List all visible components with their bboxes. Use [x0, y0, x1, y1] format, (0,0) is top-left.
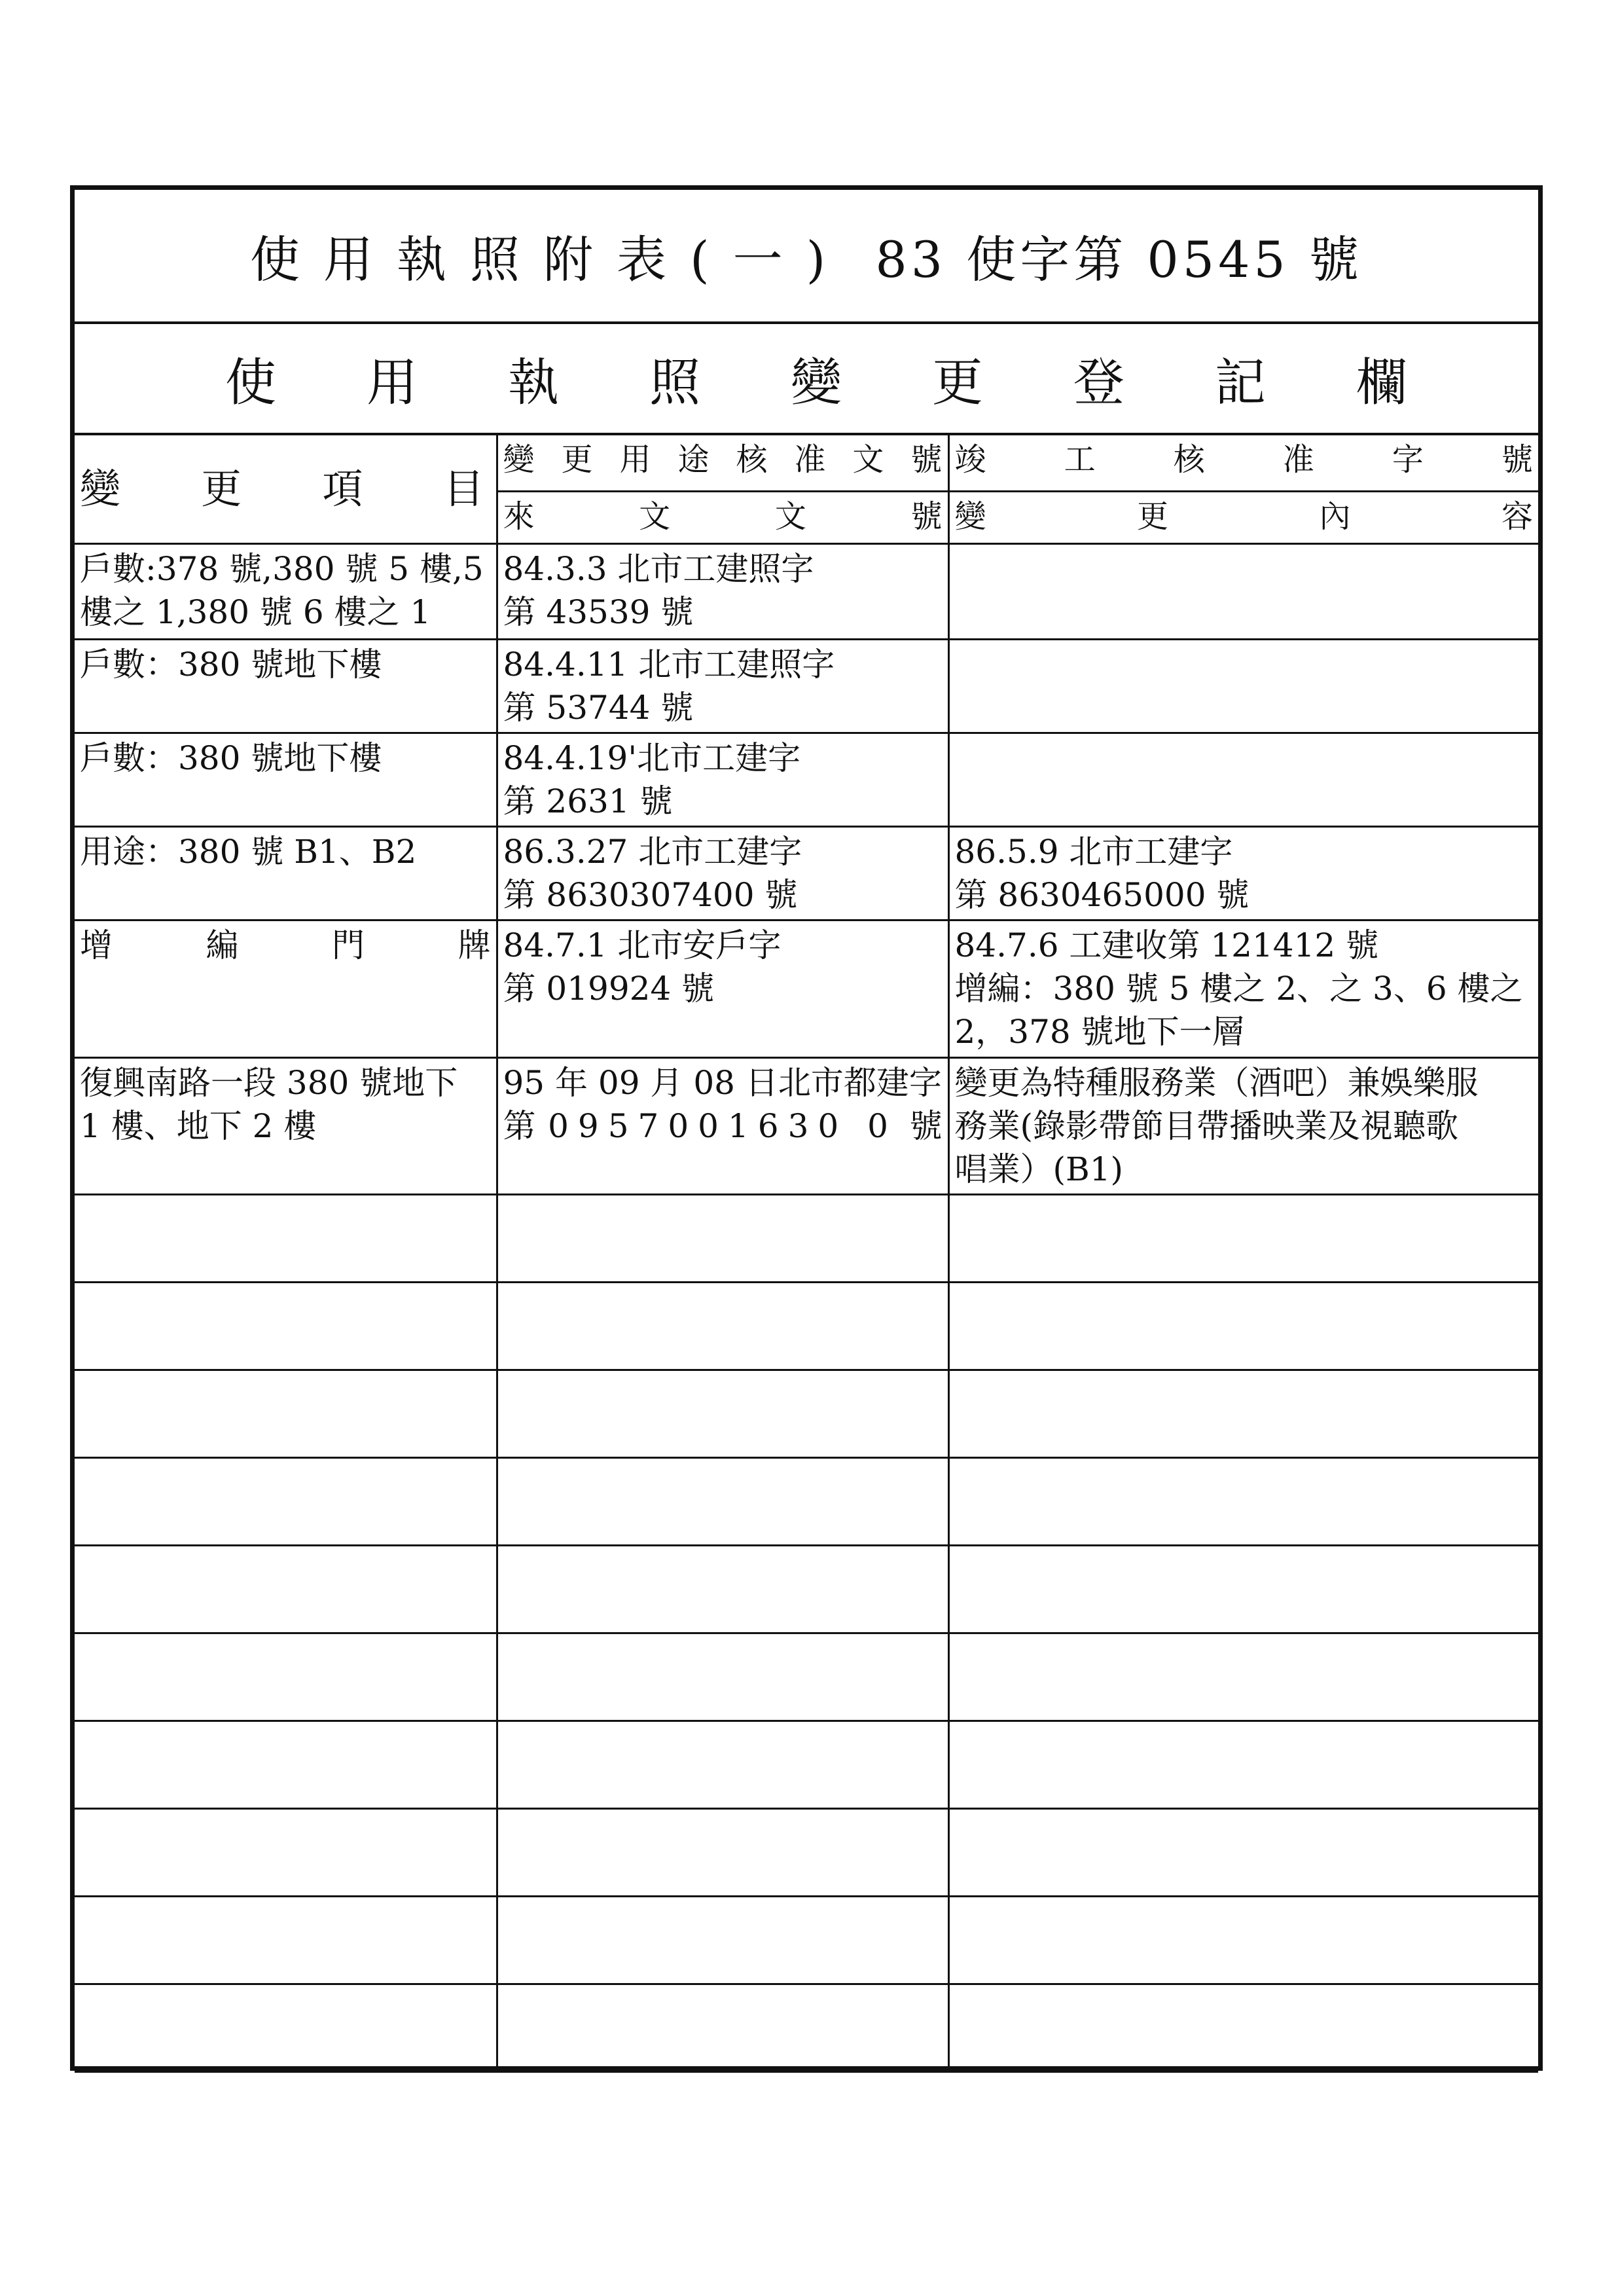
header-approval-top [497, 435, 948, 492]
empty-cell [497, 1546, 948, 1633]
header-completion-bottom [948, 492, 1538, 544]
table-row [75, 640, 1538, 733]
cell-line [80, 924, 491, 967]
header-item [75, 435, 497, 544]
header-char: 文 [774, 498, 806, 536]
empty-row [75, 1984, 1538, 2072]
header-char: 更 [201, 465, 242, 513]
item-char: 編 [206, 926, 239, 964]
cell-line [503, 1104, 943, 1148]
item-char: 牌 [458, 926, 491, 964]
subtitle-char: 執 [507, 354, 559, 412]
cell-line: 戶數:378 號,380 號 5 樓,5 [80, 550, 484, 588]
cell-completion [948, 640, 1538, 733]
approval-part: 第 [503, 1107, 536, 1145]
header-row-top [75, 435, 1538, 492]
header-char: 更 [561, 441, 593, 478]
empty-cell [948, 1897, 1538, 1984]
header-char: 號 [910, 441, 943, 478]
empty-cell [948, 1283, 1538, 1370]
empty-cell [75, 1195, 497, 1283]
table-row [75, 733, 1538, 827]
empty-row [75, 1195, 1538, 1283]
header-char: 變 [503, 441, 535, 478]
approval-part: 號 [909, 1107, 943, 1145]
cell-approval [497, 827, 948, 920]
subtitle-char: 照 [649, 354, 700, 412]
empty-row [75, 1897, 1538, 1984]
subtitle-char: 記 [1214, 354, 1266, 412]
empty-cell [75, 1370, 497, 1458]
empty-cell [75, 1721, 497, 1809]
form-title [75, 190, 1538, 324]
cell-line: 84.4.11 北市工建照字 [503, 646, 835, 683]
header-char: 文 [852, 441, 884, 478]
cell-completion [948, 827, 1538, 920]
cell-line: 95 年 09 月 08 日北市都建字 [503, 1064, 942, 1102]
empty-row [75, 1809, 1538, 1897]
cell-completion [948, 733, 1538, 827]
empty-cell [497, 1721, 948, 1809]
header-char: 准 [1282, 441, 1314, 478]
empty-row [75, 1721, 1538, 1809]
empty-row [75, 1633, 1538, 1721]
cell-line: 務業(錄影帶節目帶播映業及視聽歌 [954, 1107, 1459, 1145]
cell-line: 復興南路一段 380 號地下 [80, 1064, 458, 1102]
empty-cell [948, 1546, 1538, 1633]
cell-line: 84.7.1 北市安戶字 [503, 926, 782, 964]
subtitle-char: 使 [225, 354, 277, 412]
header-char: 內 [1319, 498, 1351, 536]
cell-line: 增編：380 號 5 樓之 2、之 3、6 樓之 [954, 970, 1523, 1008]
cell-item [75, 1058, 497, 1195]
header-char: 項 [322, 465, 363, 513]
cell-line: 84.3.3 北市工建照字 [503, 550, 814, 588]
header-char: 途 [677, 441, 710, 478]
cell-line: 變更為特種服務業（酒吧）兼娛樂服 [954, 1064, 1479, 1102]
header-char: 竣 [954, 441, 986, 478]
cell-line: 第 53744 號 [503, 689, 694, 727]
empty-cell [497, 1195, 948, 1283]
empty-cell [497, 1897, 948, 1984]
header-char: 字 [1392, 441, 1424, 478]
header-char: 號 [1501, 441, 1533, 478]
cell-item [75, 733, 497, 827]
empty-cell [497, 1809, 948, 1897]
title-main: 使用執照附表(一) [250, 230, 850, 289]
empty-cell [497, 1283, 948, 1370]
header-char: 文 [639, 498, 671, 536]
cell-line: 1 樓、地下 2 樓 [80, 1107, 317, 1145]
cell-line: 戶數：380 號地下樓 [80, 739, 382, 777]
empty-cell [497, 1370, 948, 1458]
cell-line: 86.3.27 北市工建字 [503, 833, 802, 871]
subtitle-char: 用 [366, 354, 418, 412]
cell-line: 第 8630307400 號 [503, 876, 798, 914]
form-subtitle [75, 324, 1538, 435]
header-char: 更 [1136, 498, 1168, 536]
cell-line: 戶數：380 號地下樓 [80, 646, 382, 683]
cell-completion [948, 544, 1538, 640]
header-char: 核 [736, 441, 768, 478]
header-char: 變 [954, 498, 986, 536]
empty-cell [75, 1984, 497, 2072]
empty-cell [948, 1984, 1538, 2072]
cell-line: 第 2631 號 [503, 782, 673, 820]
cell-approval [497, 640, 948, 733]
empty-cell [75, 1897, 497, 1984]
cell-line: 84.4.19'北市工建字 [503, 739, 801, 777]
cell-item [75, 827, 497, 920]
header-char: 目 [443, 465, 484, 513]
subtitle-char: 登 [1073, 354, 1124, 412]
empty-cell [948, 1458, 1538, 1546]
cell-approval [497, 733, 948, 827]
license-form [70, 185, 1543, 2071]
cell-completion [948, 1058, 1538, 1195]
empty-cell [75, 1546, 497, 1633]
cell-approval [497, 1058, 948, 1195]
empty-cell [948, 1721, 1538, 1809]
subtitle-char: 欄 [1356, 354, 1407, 412]
empty-cell [497, 1458, 948, 1546]
subtitle-char: 變 [790, 354, 842, 412]
header-char: 用 [619, 441, 651, 478]
cell-line: 樓之 1,380 號 6 樓之 1 [80, 593, 431, 631]
table-row [75, 920, 1538, 1058]
empty-row [75, 1458, 1538, 1546]
table-row [75, 544, 1538, 640]
empty-cell [948, 1195, 1538, 1283]
cell-line: 第 43539 號 [503, 593, 694, 631]
cell-item [75, 640, 497, 733]
header-approval-bottom [497, 492, 948, 544]
header-char: 工 [1064, 441, 1096, 478]
empty-cell [75, 1458, 497, 1546]
cell-line: 86.5.9 北市工建字 [954, 833, 1233, 871]
empty-cell [948, 1633, 1538, 1721]
subtitle-char: 更 [931, 354, 983, 412]
cell-approval [497, 920, 948, 1058]
empty-row [75, 1370, 1538, 1458]
item-char: 增 [80, 926, 113, 964]
cell-approval [497, 544, 948, 640]
cell-completion [948, 920, 1538, 1058]
cell-line: 第 019924 號 [503, 970, 715, 1008]
title-number: 83 使字第 0545 號 [875, 230, 1363, 289]
header-char: 核 [1173, 441, 1205, 478]
header-char: 准 [794, 441, 826, 478]
empty-row [75, 1546, 1538, 1633]
cell-line: 第 8630465000 號 [954, 876, 1249, 914]
cell-line: 唱業）(B1) [954, 1150, 1124, 1188]
header-char: 號 [910, 498, 943, 536]
cell-line: 84.7.6 工建收第 121412 號 [954, 926, 1379, 964]
empty-cell [75, 1809, 497, 1897]
approval-part: 0957001630 0 [548, 1107, 897, 1145]
empty-row [75, 1283, 1538, 1370]
cell-line: 2，378 號地下一層 [954, 1013, 1245, 1051]
table-row [75, 827, 1538, 920]
header-char: 來 [503, 498, 535, 536]
empty-cell [497, 1984, 948, 2072]
cell-item [75, 920, 497, 1058]
header-completion-top [948, 435, 1538, 492]
empty-cell [497, 1633, 948, 1721]
empty-cell [948, 1809, 1538, 1897]
header-char: 變 [80, 465, 121, 513]
cell-item [75, 544, 497, 640]
empty-cell [948, 1370, 1538, 1458]
empty-cell [75, 1283, 497, 1370]
item-char: 門 [332, 926, 365, 964]
header-char: 容 [1501, 498, 1533, 536]
cell-line: 用途：380 號 B1、B2 [80, 833, 417, 871]
table-row [75, 1058, 1538, 1195]
empty-cell [75, 1633, 497, 1721]
change-record-table [75, 435, 1538, 2073]
